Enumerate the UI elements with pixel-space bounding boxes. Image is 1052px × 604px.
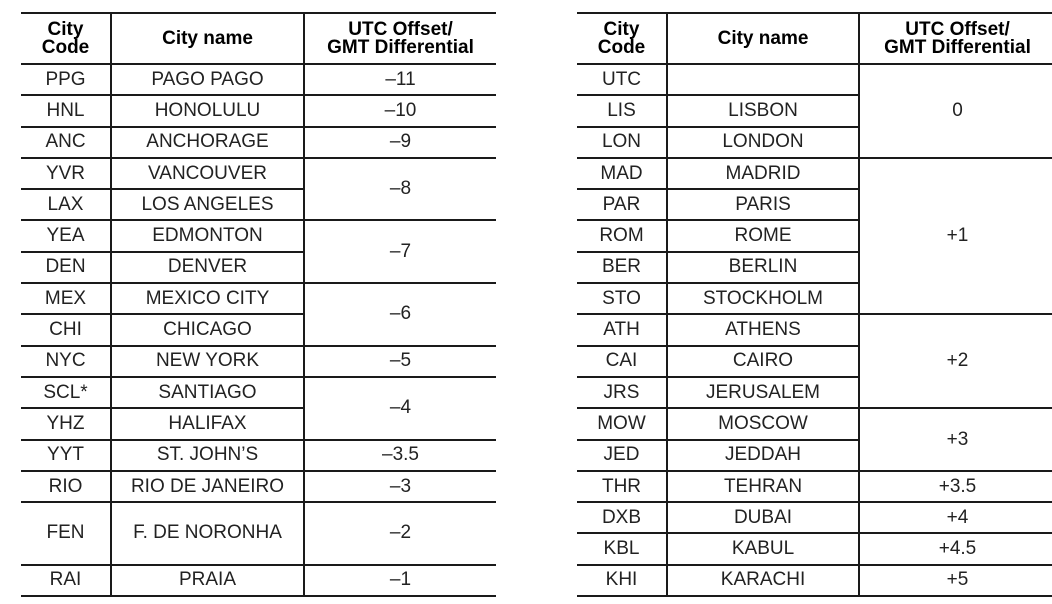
- city-name: DENVER: [111, 252, 304, 283]
- header-row: [577, 13, 1052, 64]
- city-name: PRAIA: [111, 565, 304, 596]
- city-code: RAI: [21, 565, 111, 596]
- city-code: YEA: [21, 220, 111, 251]
- city-name: LOS ANGELES: [111, 189, 304, 220]
- table-row: [21, 127, 496, 158]
- table-row: [577, 408, 1052, 439]
- header-city-code-line1: City: [603, 18, 640, 40]
- header-city-code: [577, 13, 667, 64]
- city-code: FEN: [21, 502, 111, 565]
- city-code: SCL*: [21, 377, 111, 408]
- table-row: [577, 565, 1052, 596]
- utc-offset: +3: [859, 408, 1052, 471]
- table-row: [21, 283, 496, 314]
- city-name: MOSCOW: [667, 408, 859, 439]
- city-name: F. DE NORONHA: [111, 502, 304, 565]
- table-row: [21, 565, 496, 596]
- city-name: PAGO PAGO: [111, 64, 304, 95]
- utc-offset: –6: [304, 283, 496, 346]
- city-code: ATH: [577, 314, 667, 345]
- city-name: ROME: [667, 220, 859, 251]
- header-utc-offset: [859, 13, 1052, 64]
- table-row: [21, 64, 496, 95]
- utc-offset: +4.5: [859, 533, 1052, 564]
- header-city-name: City name: [667, 13, 859, 64]
- city-code: HNL: [21, 95, 111, 126]
- utc-offset: –2: [304, 502, 496, 565]
- city-name: [667, 64, 859, 95]
- city-code: CAI: [577, 346, 667, 377]
- table-row: [21, 377, 496, 408]
- city-code: YHZ: [21, 408, 111, 439]
- table-row: [577, 471, 1052, 502]
- table-row: [21, 158, 496, 189]
- city-name: ATHENS: [667, 314, 859, 345]
- city-name: CAIRO: [667, 346, 859, 377]
- city-code: UTC: [577, 64, 667, 95]
- city-code: ANC: [21, 127, 111, 158]
- header-city-name: City name: [111, 13, 304, 64]
- table-row: [21, 471, 496, 502]
- utc-offset: –9: [304, 127, 496, 158]
- city-code: DXB: [577, 502, 667, 533]
- city-name: KABUL: [667, 533, 859, 564]
- city-code: CHI: [21, 314, 111, 345]
- city-code: YVR: [21, 158, 111, 189]
- city-name: JERUSALEM: [667, 377, 859, 408]
- header-utc-line1: UTC Offset/: [348, 18, 453, 40]
- city-code: LON: [577, 127, 667, 158]
- table-row: [577, 64, 1052, 95]
- header-row: [21, 13, 496, 64]
- city-name: ANCHORAGE: [111, 127, 304, 158]
- table-row: [577, 533, 1052, 564]
- utc-offset: –3.5: [304, 440, 496, 471]
- utc-offset: 0: [859, 64, 1052, 158]
- utc-offset: –8: [304, 158, 496, 221]
- table-row: [21, 346, 496, 377]
- city-code: DEN: [21, 252, 111, 283]
- utc-offset: –10: [304, 95, 496, 126]
- utc-offset: –4: [304, 377, 496, 440]
- city-name: LONDON: [667, 127, 859, 158]
- city-code: PPG: [21, 64, 111, 95]
- utc-offset: –5: [304, 346, 496, 377]
- city-name: SANTIAGO: [111, 377, 304, 408]
- city-name: LISBON: [667, 95, 859, 126]
- timezone-table-right: [577, 12, 1052, 597]
- utc-offset: –11: [304, 64, 496, 95]
- city-code: LAX: [21, 189, 111, 220]
- table-row: [21, 502, 496, 565]
- city-code: RIO: [21, 471, 111, 502]
- city-code: ROM: [577, 220, 667, 251]
- city-name: CHICAGO: [111, 314, 304, 345]
- city-name: HONOLULU: [111, 95, 304, 126]
- table-row: [21, 440, 496, 471]
- table-row: [577, 502, 1052, 533]
- utc-offset: –1: [304, 565, 496, 596]
- city-name: ST. JOHN’S: [111, 440, 304, 471]
- city-name: PARIS: [667, 189, 859, 220]
- utc-offset: –7: [304, 220, 496, 283]
- utc-offset: +5: [859, 565, 1052, 596]
- header-utc-line2: GMT Differential: [884, 36, 1031, 58]
- city-name: DUBAI: [667, 502, 859, 533]
- utc-offset: +2: [859, 314, 1052, 408]
- city-name: HALIFAX: [111, 408, 304, 439]
- city-code: MOW: [577, 408, 667, 439]
- city-name: NEW YORK: [111, 346, 304, 377]
- city-code: NYC: [21, 346, 111, 377]
- city-code: MEX: [21, 283, 111, 314]
- city-code: MAD: [577, 158, 667, 189]
- header-utc-line1: UTC Offset/: [905, 18, 1010, 40]
- city-code: THR: [577, 471, 667, 502]
- city-code: STO: [577, 283, 667, 314]
- city-code: JED: [577, 440, 667, 471]
- city-code: JRS: [577, 377, 667, 408]
- city-code: LIS: [577, 95, 667, 126]
- city-name: TEHRAN: [667, 471, 859, 502]
- header-city-code-line2: Code: [41, 36, 90, 58]
- header-utc-line2: GMT Differential: [327, 36, 474, 58]
- header-city-code: [21, 13, 111, 64]
- city-name: MEXICO CITY: [111, 283, 304, 314]
- city-name: BERLIN: [667, 252, 859, 283]
- city-code: KHI: [577, 565, 667, 596]
- city-name: JEDDAH: [667, 440, 859, 471]
- city-name: STOCKHOLM: [667, 283, 859, 314]
- header-city-code-line2: Code: [597, 36, 646, 58]
- utc-offset: +3.5: [859, 471, 1052, 502]
- city-name: RIO DE JANEIRO: [111, 471, 304, 502]
- city-code: KBL: [577, 533, 667, 564]
- city-name: KARACHI: [667, 565, 859, 596]
- city-name: EDMONTON: [111, 220, 304, 251]
- city-name: VANCOUVER: [111, 158, 304, 189]
- city-name: MADRID: [667, 158, 859, 189]
- header-utc-offset: [304, 13, 496, 64]
- city-code: PAR: [577, 189, 667, 220]
- city-code: YYT: [21, 440, 111, 471]
- utc-offset: +4: [859, 502, 1052, 533]
- table-row: [21, 220, 496, 251]
- table-row: [577, 158, 1052, 189]
- utc-offset: +1: [859, 158, 1052, 314]
- table-row: [577, 314, 1052, 345]
- header-city-code-line1: City: [47, 18, 84, 40]
- timezone-table-left: [21, 12, 496, 597]
- table-row: [21, 95, 496, 126]
- city-code: BER: [577, 252, 667, 283]
- utc-offset: –3: [304, 471, 496, 502]
